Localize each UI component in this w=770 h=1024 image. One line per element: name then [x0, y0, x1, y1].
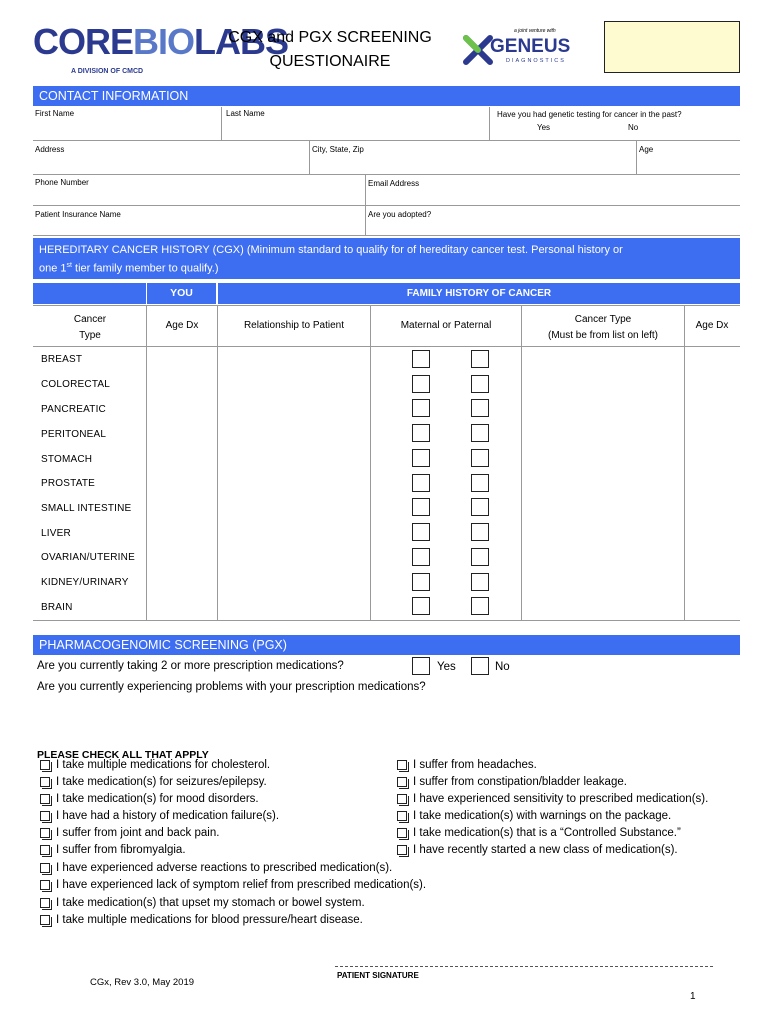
row-brain: BRAIN: [41, 602, 73, 613]
paternal-checkbox[interactable]: [471, 449, 489, 467]
row-small-intestine: SMALL INTESTINE: [41, 503, 132, 514]
page-title-line1: CGX and PGX SCREENING: [228, 29, 432, 46]
paternal-checkbox[interactable]: [471, 523, 489, 541]
page-title-line2: QUESTIONAIRE: [269, 53, 391, 70]
col-cancer-type-line1: Cancer: [73, 314, 107, 325]
partner-sub: DIAGNOSTICS: [506, 58, 566, 64]
row-ovarian-uterine: OVARIAN/UTERINE: [41, 552, 135, 563]
checkbox-icon[interactable]: [397, 760, 407, 770]
divider: [370, 305, 371, 620]
pgx-check-item-label: I suffer from constipation/bladder leakage.: [413, 776, 627, 788]
last-name-label: Last Name: [226, 109, 265, 118]
age-label: Age: [639, 145, 654, 154]
pgx-check-item[interactable]: [397, 759, 537, 771]
pgx-check-item[interactable]: [40, 879, 426, 891]
pgx-check-item[interactable]: [40, 793, 259, 805]
checkbox-icon[interactable]: [40, 915, 50, 925]
cgx-table-grid: [33, 305, 740, 620]
paternal-checkbox[interactable]: [471, 474, 489, 492]
pgx-q1-no-checkbox[interactable]: [471, 657, 489, 675]
pgx-check-item[interactable]: [40, 844, 186, 856]
maternal-checkbox[interactable]: [412, 399, 430, 417]
first-name-field[interactable]: [33, 107, 221, 140]
cgx-heading-line2-sup: st: [66, 262, 72, 269]
pgx-q1-yes-label: Yes: [437, 661, 456, 673]
col-cancer-type-line2: Type: [79, 330, 101, 341]
city-state-zip-field[interactable]: [310, 141, 636, 174]
partner-name: GENEUS: [490, 36, 571, 57]
checkbox-icon[interactable]: [397, 811, 407, 821]
paternal-checkbox[interactable]: [471, 424, 489, 442]
signature-label: PATIENT SIGNATURE: [337, 971, 419, 980]
pgx-check-item-label: I have experienced adverse reactions to prescribed medication(s).: [56, 862, 393, 874]
pgx-check-item[interactable]: [40, 862, 392, 874]
first-name-label: First Name: [35, 109, 75, 118]
checkbox-icon[interactable]: [397, 845, 407, 855]
adopted-label: Are you adopted?: [368, 210, 432, 219]
family-history-header: FAMILY HISTORY OF CANCER: [218, 283, 740, 304]
row-kidney-urinary: KIDNEY/URINARY: [41, 577, 129, 588]
logo-labs-text: LABS: [194, 21, 289, 62]
row-peritoneal: PERITONEAL: [41, 429, 107, 440]
col-family-cancer-type-line2: (Must be from list on left): [547, 330, 659, 341]
divider: [33, 305, 740, 306]
checkbox-icon[interactable]: [40, 760, 50, 770]
genetic-testing-question: Have you had genetic testing for cancer in the past?: [497, 110, 682, 119]
maternal-checkbox[interactable]: [412, 597, 430, 615]
paternal-checkbox[interactable]: [471, 375, 489, 393]
checkbox-icon[interactable]: [40, 845, 50, 855]
pgx-check-item[interactable]: [397, 776, 627, 788]
maternal-checkbox[interactable]: [412, 375, 430, 393]
phone-field[interactable]: [33, 175, 365, 205]
partner-tag: a joint venture with: [514, 28, 556, 34]
pgx-check-item[interactable]: [40, 776, 267, 788]
pgx-check-item[interactable]: [397, 844, 678, 856]
pgx-check-item-label: I take medication(s) that is a “Controlled Substance.”: [413, 827, 681, 839]
maternal-checkbox[interactable]: [412, 573, 430, 591]
address-label: Address: [35, 145, 65, 154]
pgx-check-item-label: I have experienced sensitivity to prescribed medication(s).: [413, 793, 709, 805]
pgx-check-item[interactable]: [397, 810, 671, 822]
cgx-header-blank: [33, 283, 146, 304]
checkbox-icon[interactable]: [40, 811, 50, 821]
pgx-check-item-label: I suffer from fibromyalgia.: [56, 844, 186, 856]
cgx-heading-line2: [39, 258, 734, 277]
divider: [146, 305, 147, 620]
pgx-q1-yes-checkbox[interactable]: [412, 657, 430, 675]
paternal-checkbox[interactable]: [471, 350, 489, 368]
pgx-q1-no-label: No: [495, 661, 510, 673]
divider: [489, 107, 490, 140]
checkbox-icon[interactable]: [40, 777, 50, 787]
row-prostate: PROSTATE: [41, 478, 96, 489]
cgx-heading-line2-post: tier family member to qualify.): [71, 262, 219, 275]
address-field[interactable]: [33, 141, 309, 174]
pgx-check-item-label: I suffer from joint and back pain.: [56, 827, 220, 839]
insurance-field[interactable]: [33, 206, 365, 235]
pgx-check-item-label: I have recently started a new class of medication(s).: [413, 844, 678, 856]
pgx-check-item-label: I take medication(s) for mood disorders.: [56, 793, 259, 805]
maternal-checkbox[interactable]: [412, 523, 430, 541]
email-field[interactable]: [366, 175, 740, 205]
page-number: 1: [690, 991, 696, 1002]
adopted-field[interactable]: [366, 206, 740, 235]
check-all-heading: PLEASE CHECK ALL THAT APPLY: [37, 749, 209, 761]
checkbox-icon[interactable]: [40, 898, 50, 908]
pgx-check-item[interactable]: [40, 827, 219, 839]
row-stomach: STOMACH: [41, 454, 93, 465]
city-state-zip-label: City, State, Zip: [312, 145, 364, 154]
checkbox-icon[interactable]: [397, 777, 407, 787]
divider: [221, 107, 222, 140]
pgx-section-heading: PHARMACOGENOMIC SCREENING (PGX): [33, 635, 740, 655]
genetic-no-option[interactable]: No: [628, 123, 639, 132]
age-field[interactable]: [637, 141, 740, 174]
maternal-checkbox[interactable]: [412, 498, 430, 516]
logo-bio-text: BIO: [133, 21, 195, 62]
divider: [521, 305, 522, 620]
pgx-check-item-label: I suffer from headaches.: [413, 759, 537, 771]
you-header: YOU: [147, 283, 216, 304]
signature-line[interactable]: [335, 966, 713, 967]
col-family-cancer-type-line1: Cancer Type: [574, 314, 632, 325]
cgx-section-heading: [33, 238, 740, 279]
col-relationship: Relationship to Patient: [243, 320, 345, 331]
page-title: [210, 26, 450, 74]
phone-label: Phone Number: [35, 178, 89, 187]
divider: [33, 235, 740, 236]
logo-division-text: A DIVISION OF CMCD: [71, 68, 144, 75]
paternal-checkbox[interactable]: [471, 548, 489, 566]
divider: [33, 346, 740, 347]
pgx-check-item-label: I take multiple medications for blood pressure/heart disease.: [56, 914, 363, 926]
paternal-checkbox[interactable]: [471, 399, 489, 417]
maternal-checkbox[interactable]: [412, 424, 430, 442]
row-colorectal: COLORECTAL: [41, 379, 111, 390]
pgx-question-2: Are you currently experiencing problems with your prescription medications?: [37, 681, 426, 693]
row-breast: BREAST: [41, 354, 83, 365]
pgx-check-item-label: I take medication(s) for seizures/epilepsy.: [56, 776, 267, 788]
paternal-checkbox[interactable]: [471, 498, 489, 516]
maternal-checkbox[interactable]: [412, 350, 430, 368]
logo-core-text: CORE: [33, 21, 134, 62]
contact-section-heading: CONTACT INFORMATION: [33, 86, 740, 106]
checkbox-icon[interactable]: [40, 863, 50, 873]
maternal-checkbox[interactable]: [412, 449, 430, 467]
insurance-label: Patient Insurance Name: [35, 210, 121, 219]
row-pancreatic: PANCREATIC: [41, 404, 106, 415]
maternal-checkbox[interactable]: [412, 474, 430, 492]
cgx-heading-line1: HEREDITARY CANCER HISTORY (CGX) (Minimum standard to qualify for of hereditary cancer test. Personal history or: [39, 244, 623, 256]
pgx-question-1: Are you currently taking 2 or more prescription medications?: [37, 660, 344, 672]
checkbox-icon[interactable]: [397, 828, 407, 838]
core-bio-labs-logo: [33, 21, 289, 82]
divider: [636, 141, 637, 174]
checkbox-icon[interactable]: [397, 794, 407, 804]
maternal-checkbox[interactable]: [412, 548, 430, 566]
pgx-check-item-label: I take medication(s) that upset my stomach or bowel system.: [56, 897, 365, 909]
pgx-check-item[interactable]: [40, 810, 279, 822]
pgx-check-item[interactable]: [40, 897, 365, 909]
pgx-check-item[interactable]: [397, 793, 708, 805]
pgx-check-item[interactable]: [40, 759, 270, 771]
pgx-check-item-label: I take multiple medications for cholesterol.: [56, 759, 271, 771]
genetic-yes-option[interactable]: Yes: [537, 123, 551, 132]
email-label: Email Address: [368, 179, 420, 188]
last-name-field[interactable]: [222, 107, 488, 140]
pgx-check-item[interactable]: [397, 827, 681, 839]
pgx-check-item-label: I take medication(s) with warnings on the package.: [413, 810, 672, 822]
office-use-box: [604, 21, 740, 73]
checkbox-icon[interactable]: [40, 794, 50, 804]
col-age-dx: Age Dx: [165, 320, 199, 331]
pgx-check-item[interactable]: [40, 914, 363, 926]
pgx-check-item-label: I have experienced lack of symptom relief from prescribed medication(s).: [56, 879, 427, 891]
checkbox-icon[interactable]: [40, 880, 50, 890]
col-maternal-paternal: Maternal or Paternal: [400, 320, 492, 331]
revision-text: CGx, Rev 3.0, May 2019: [90, 977, 195, 988]
col-family-age-dx: Age Dx: [695, 320, 729, 331]
pgx-check-item-label: I have had a history of medication failure(s).: [56, 810, 280, 822]
paternal-checkbox[interactable]: [471, 597, 489, 615]
divider: [684, 305, 685, 620]
geneus-logo: [462, 28, 587, 72]
row-liver: LIVER: [41, 528, 71, 539]
divider: [309, 141, 310, 174]
divider: [217, 305, 218, 620]
checkbox-icon[interactable]: [40, 828, 50, 838]
cgx-heading-line2-pre: one 1: [39, 262, 67, 275]
paternal-checkbox[interactable]: [471, 573, 489, 591]
divider: [33, 620, 740, 621]
